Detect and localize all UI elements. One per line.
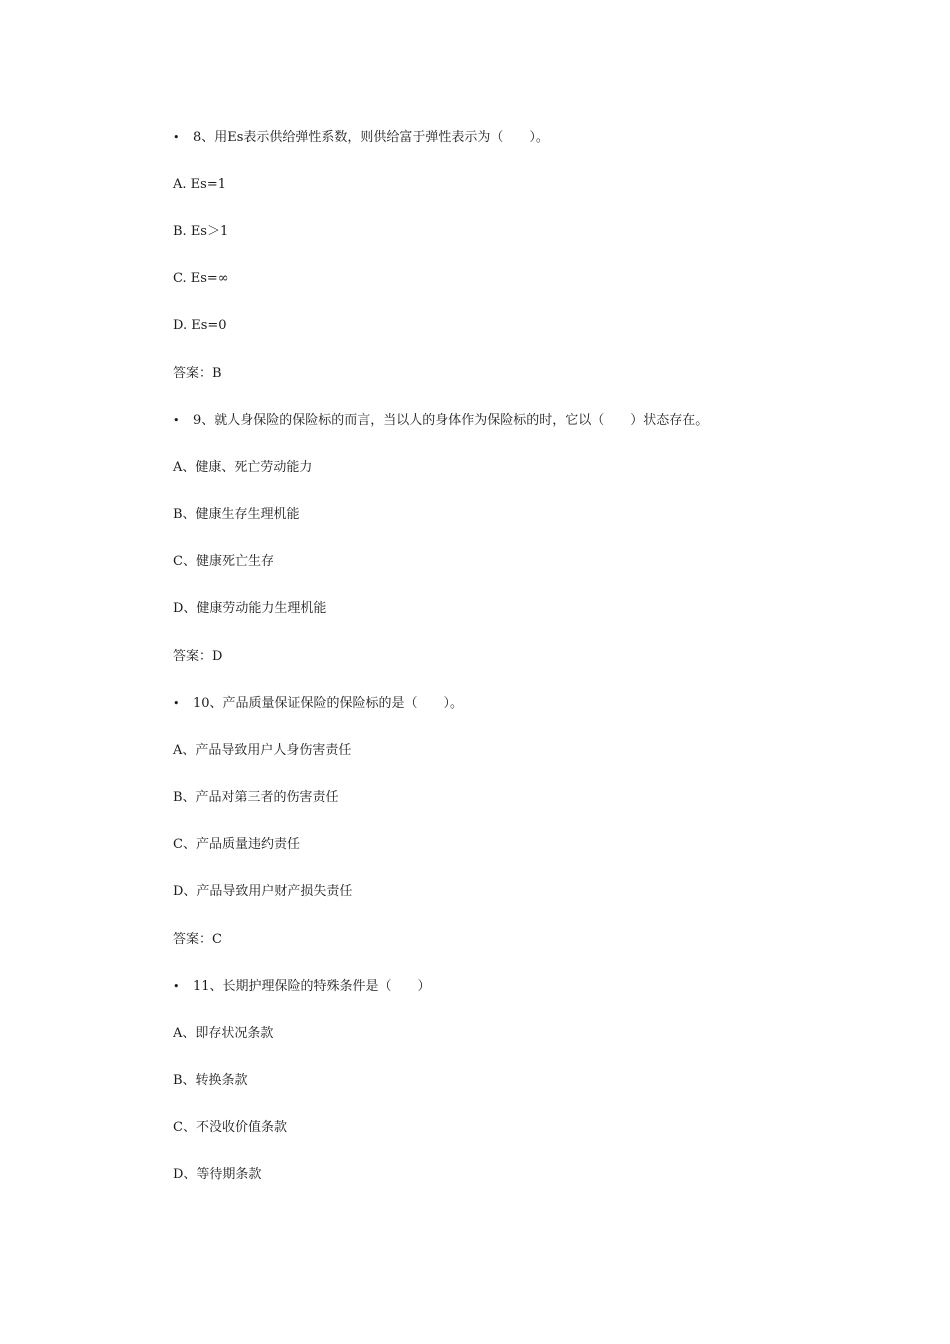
question-10 — [173, 695, 463, 713]
question-text: 8、用Es表示供给弹性系数，则供给富于弹性表示为（ ）。 — [193, 130, 549, 145]
answer: 答案：B — [173, 366, 222, 381]
answer: 答案：C — [173, 932, 222, 947]
bullet: • — [173, 980, 180, 993]
option-b: B、产品对第三者的伤害责任 — [173, 790, 339, 805]
option-a: A、产品导致用户人身伤害责任 — [173, 743, 352, 758]
bullet: • — [173, 131, 180, 144]
option-c: C、产品质量违约责任 — [173, 837, 300, 852]
option-c: C、不没收价值条款 — [173, 1120, 287, 1135]
question-8 — [173, 129, 549, 147]
question-text: 10、产品质量保证保险的保险标的是（ ）。 — [193, 696, 464, 711]
question-11 — [173, 978, 431, 996]
option-c: C. Es=∞ — [173, 271, 229, 286]
option-a: A. Es=1 — [173, 177, 226, 192]
option-b: B、转换条款 — [173, 1073, 248, 1088]
answer: 答案：D — [173, 649, 223, 664]
question-text: 11、长期护理保险的特殊条件是（ ） — [193, 979, 431, 994]
option-d: D、健康劳动能力生理机能 — [173, 601, 327, 616]
option-d: D、等待期条款 — [173, 1167, 262, 1182]
option-b: B. Es＞1 — [173, 224, 229, 239]
option-c: C、健康死亡生存 — [173, 554, 274, 569]
question-text: 9、就人身保险的保险标的而言，当以人的身体作为保险标的时，它以（ ）状态存在。 — [193, 413, 709, 428]
question-9 — [173, 412, 708, 430]
bullet: • — [173, 697, 180, 710]
option-a: A、健康、死亡劳动能力 — [173, 460, 313, 475]
option-d: D. Es=0 — [173, 318, 227, 333]
option-b: B、健康生存生理机能 — [173, 507, 300, 522]
option-d: D、产品导致用户财产损失责任 — [173, 884, 353, 899]
bullet: • — [173, 414, 180, 427]
option-a: A、即存状况条款 — [173, 1026, 274, 1041]
